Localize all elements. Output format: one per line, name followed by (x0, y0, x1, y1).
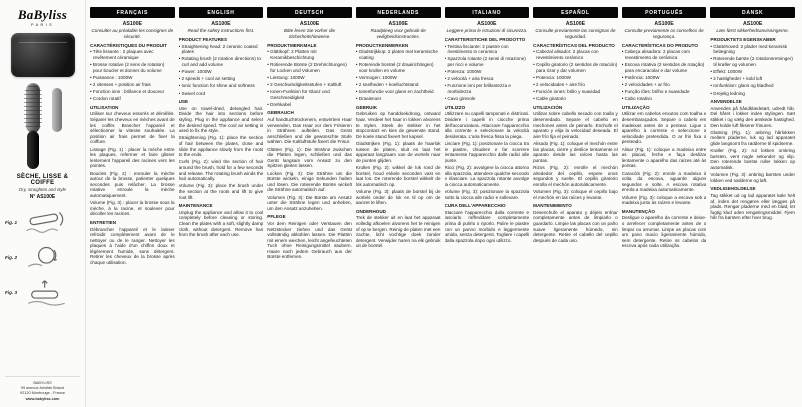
text-note: Leggere prima le istruzioni di sicurezza. (446, 28, 528, 34)
text-title: AS100E (565, 21, 586, 27)
language-header-deutsch: DEUTSCH (267, 7, 352, 18)
figure-1-label: Fig. 1 (5, 219, 17, 225)
footer-line: 92120 Montrouge - France (20, 390, 65, 395)
text-para: Volume (Fig. 3): place the brush under the section at the roots and lift to give root lift. (178, 183, 264, 200)
text-bullet: • 2 snelheden + koelluchtstand (355, 81, 419, 87)
text-para: Utilizzare su capelli tamponati e districati. Dividere i capelli in ciocche prima dell'acconciatura. Attaccare l'apparecchio alla corrente e selezionare la velocità desiderata. L'aria fresca fissa la piega. (444, 111, 530, 139)
text-para: Rizos (Fig. 2): enrolle el mechón alrededor del cepillo, espere unos segundos y suelte. El cepillo giratorio enrolla el mechón automáticamente. (533, 164, 618, 187)
text-bullet: • 2 velocidades + ar frio (621, 81, 670, 87)
text-bullet: • Cepillo giratorio (2 sentidos de rotación) para rizar y dar volumen (533, 61, 618, 73)
text-bullet: • Escova rotativa (2 sentidos de rotação) para encaracolar e dar volume (621, 61, 705, 73)
text-bullet: • Cabezal alisador: 2 placas con revestimiento cerámico (533, 49, 599, 60)
text-bullet: • Drehkabel (267, 101, 292, 107)
text-heading: MANTENIMIENTO (533, 203, 572, 209)
text-heading: ANVENDELSE (710, 99, 742, 105)
publisher-footer (5, 376, 80, 403)
text-bullet: • 2 velocità + aria fresca (444, 76, 494, 82)
text-para: Locken (Fig. 2): Die Strähne um die Bürste wickeln, einige Sekunden halten und lösen. Die rotierende Bürste wickelt die Strähne automatisch auf. (267, 170, 352, 193)
text-para: Caracóis (Fig. 2): enrole a madeixa à volta da escova, aguarde alguns segundos e solte. A escova rotativa enrola a madeixa automaticamente. (621, 170, 707, 193)
text-bullet: • Leistung: 1000W (267, 74, 305, 80)
text-title: AS100E (477, 21, 497, 27)
product-title: SÈCHE, LISSE & COIFFE (16, 174, 69, 186)
text-para: Curls (Fig. 2): wind the section of hair around the brush, hold for a few seconds and release. The rotating brush winds the hair automatically. (178, 159, 264, 182)
text-heading: CARATTERISTICHE DEL PRODOTTO (444, 36, 526, 42)
column-francais (90, 7, 175, 402)
text-para: Staccare l'apparecchio dalla corrente e lasciarlo raffreddare completamente prima di pulirlo o riporlo. Pulire le piastre con un panno morbido e leggermente umido, senza detergenti. Togliere i capelli dalla spazzola dopo ogni utilizzo. (444, 209, 530, 243)
text-para: Utilizar sobre cabello secado con toalla y desenredado. Separe el cabello en mechones antes de peinarlo. Enchufe el aparato y elija la velocidad deseada. El aire frío fija el peinado. (533, 111, 618, 139)
text-heading: GEBRAUCH (267, 110, 294, 116)
text-bullet: • Potencia: 1000W (533, 74, 571, 80)
text-heading: UTILIZZO (444, 104, 466, 110)
text-note: Læs først sikkerhedsanvisningerne. (716, 28, 789, 34)
figure-3 (5, 277, 80, 307)
text-bullet: • Cabeça alisadora: 2 placas com revestimento de cerâmica (621, 49, 691, 60)
column-espanol (533, 7, 618, 402)
text-title: AS100E (211, 21, 231, 27)
text-bullet: • Swivel cord (178, 90, 205, 96)
language-columns (86, 0, 802, 407)
column-body-english (179, 20, 264, 402)
text-heading: CARACTERÍSTICAS DEL PRODUCTO (533, 42, 615, 48)
text-note: Consulter au préalable les consignes de sécurité. (91, 28, 174, 39)
left-panel (0, 0, 86, 407)
text-bullet: • Ionic function for shine and softness (178, 83, 255, 89)
text-bullet: • Ionenfunctie voor glans en zachtheid (355, 89, 434, 95)
text-bullet: • Brosse rotative (2 sens de rotation) pour boucler et donner du volume (90, 61, 165, 73)
text-para: Lisciare (Fig. 1): posizionare la ciocca tra le piastre, chiudere e far scorrere lentamente l'apparecchio dalle radici alle punte. (444, 141, 530, 163)
text-para: Auf handtuchtrockenem, entwirrtem Haar verwenden. Das Haar vor dem Frisieren in Strähnen aufteilen. Das Gerät anschließen und die gewünschte Stufe wählen. Die Kaltluftstufe fixiert die Frisur. (267, 117, 352, 145)
text-para: Krøller (Fig. 2): rul lokken omkring børsten, vent nogle sekunder og slip. Den roterende børste ruller lokken op automatisk. (710, 148, 795, 170)
text-heading: UTILIZAÇÃO (621, 104, 650, 110)
straighten-illustration (23, 207, 75, 237)
text-heading: VEDLIGEHOLDELSE (710, 186, 756, 192)
curl-illustration (23, 242, 75, 272)
text-para: Desenchufe el aparato y déjelo enfriar completamente antes de limpiarlo o guardarlo. Limpie las placas con un paño suave ligeramente húmedo, sin detergente. Retire el cabello del cepillo después de cada uso. (533, 209, 618, 243)
column-portugues (622, 7, 707, 402)
text-bullet: • Funzione ioni per brillantezza e morbidezza (444, 83, 511, 95)
figure-1 (5, 207, 80, 237)
column-body-espanol (533, 20, 618, 402)
footer-line: 99 avenue Aristide Briand (20, 385, 65, 390)
column-body-francais (90, 20, 175, 402)
text-para: Anvendes på håndklædetørt, udredt hår. Del håret i lokker inden stylingen. Sæt stikket i og vælg den ønskede hastighed. Den kolde luft fikserer frisuren. (710, 105, 795, 128)
column-dansk (710, 7, 795, 402)
text-heading: CURA DELL'APPARECCHIO (444, 203, 506, 209)
text-bullet: • Potência: 1000W (621, 74, 660, 80)
text-para: Boucles (Fig. 2) : enrouler la mèche autour de la brosse, patienter quelques secondes puis relâcher. La brosse rotative enroule la mèche automatiquement. (90, 170, 175, 198)
brand-sub-label: PARIS (30, 23, 55, 27)
text-bullet: • 2 Geschwindigkeitsstufen + Kaltluft (267, 81, 342, 87)
text-para: Gebruiken op handdoekdroog, ontward haar. Verdeel het haar in lokken alvorens te stylen. Steek de stekker in het stopcontact en kies de gewenste stand. De koele stand fixeert het kapsel. (355, 111, 441, 139)
column-body-deutsch (267, 20, 352, 402)
text-bullet: • Ionfunktion: glans og blødhed (710, 83, 774, 89)
text-title: AS100E (388, 21, 408, 27)
text-note: Read the safety instructions first. (187, 28, 255, 34)
text-bullet: • Straightening head: 2 ceramic coated plates (178, 43, 258, 55)
column-italiano (445, 7, 530, 402)
column-deutsch (267, 7, 352, 402)
text-bullet: • 2 speeds + cool air setting (178, 76, 236, 82)
column-body-nederlands (356, 20, 441, 402)
text-bullet: • Cable giratorio (533, 96, 566, 102)
text-para: Volume (Fig. 3) : placer la brosse sous la mèche, à la racine, et soulever pour décoller les racines. (90, 200, 175, 217)
text-bullet: • Effekt: 1000W (710, 69, 743, 75)
text-heading: PFLEGE (267, 214, 286, 220)
text-bullet: • 2 vitesses + position air frais (90, 81, 151, 87)
text-heading: PRODUKTMERKMALE (267, 42, 317, 48)
figure-3-label: Fig. 3 (5, 289, 17, 295)
text-bullet: • Glättkopf: 2 Platten mit Keramikbeschichtung (267, 49, 317, 60)
text-bullet: • Drejelig ledning (710, 90, 745, 96)
text-heading: UTILIZACIÓN (533, 104, 563, 110)
text-bullet: • Cordon rotatif (90, 96, 121, 102)
text-para: Glatning (Fig. 1): anbring hårlokken mellem pladerne, luk og lad apparatet glide langsomt fra rødderne til spidserne. (710, 129, 795, 146)
text-para: Volume (Fig. 3): posizionare la spazzola sotto la ciocca alle radici e sollevare. (444, 188, 530, 200)
text-bullet: • Ionen-Funktion für Glanz und Geschmeidigkeit (267, 89, 330, 100)
text-bullet: • Gladstrijkkop: 2 platen met keramische coating (355, 49, 438, 60)
text-heading: UTILISATION (90, 104, 119, 110)
text-title: AS100E (654, 21, 674, 27)
styler-handle (27, 131, 39, 169)
language-header-francais: FRANÇAIS (90, 7, 175, 18)
column-body-italiano (445, 20, 530, 402)
figure-2-label: Fig. 2 (5, 254, 17, 260)
text-bullet: • Roterende borstel (2 draairichtingen) voor krullen en volume (355, 61, 434, 73)
text-title: AS100E (299, 21, 320, 27)
footer-address (5, 381, 80, 396)
text-bullet: • Puissance : 1000W (90, 74, 133, 80)
figure-2 (5, 242, 80, 272)
text-bullet: • 2 hastigheder + kold luft (710, 76, 763, 82)
text-bullet: • Tête lissante : 2 plaques avec revêtement céramique (90, 49, 154, 60)
text-bullet: • Glattehoved: 2 plader med keramisk belægning (710, 43, 788, 55)
text-para: Alisado (Fig. 1): coloque el mechón entre las placas, cierre y deslice lentamente el aparato desde las raíces hasta las puntas. (533, 141, 618, 163)
text-para: Lissage (Fig. 1) : placer la mèche entre les plaques, refermer et faire glisser lentement l'appareil des racines vers les pointes. (90, 146, 175, 169)
text-title: AS100E (122, 21, 142, 27)
language-header-italiano: ITALIANO (445, 7, 530, 18)
product-tagline: Dry, straighten and style (18, 187, 67, 192)
column-english (179, 7, 264, 402)
text-bullet: • Spazzola rotante (2 sensi di rotazione) per ricci e volume (444, 56, 526, 67)
text-para: Krullen (Fig. 2): wikkel de lok rond de borstel, houd enkele seconden vast en laat los. De roterende borstel wikkelt de lok automatisch op. (355, 164, 441, 187)
text-para: Gladstrijken (Fig. 1): plaats de haarlok tussen de platen, sluit en laat het apparaat langzaam van de wortels naar de punten glijden. (355, 141, 441, 163)
text-para: Use on towel-dried, detangled hair. Divide the hair into sections before styling. Plug in the appliance and select the desired speed. The cool air setting is used to fix the style. (178, 105, 264, 134)
text-para: Volume (Fig. 3): plaats de borstel bij de wortels onder de lok en til op om de aanzet te liften. (355, 188, 441, 206)
text-bullet: • Função iões: brilho e suavidade (621, 89, 690, 95)
text-bullet: • Fonction ions : brillance et douceur (90, 89, 165, 95)
text-bullet: • 2 velocidades + aire frío (533, 81, 585, 87)
text-heading: ONDERHOUD (355, 208, 386, 214)
text-heading: MAINTENANCE (178, 203, 213, 209)
volume-illustration (23, 277, 75, 307)
text-bullet: • Rotierende Bürste (2 Drehrichtungen) für Locken und Volumen (267, 61, 347, 73)
column-body-dansk (710, 20, 795, 402)
figures (5, 207, 80, 307)
text-bullet: • Rotating brush (2 rotation directions) to curl and add volume (178, 56, 261, 67)
footer-line: BABYLISS (33, 380, 52, 385)
text-para: Volumen (Fig. 3): anbring børsten under lokken ved rødderne og løft. (710, 172, 795, 183)
text-title: AS100E (743, 21, 763, 27)
text-heading: CARACTÉRISTIQUES DU PRODUIT (90, 42, 168, 48)
text-heading: CARACTERÍSTICAS DO PRODUTO (621, 42, 698, 48)
text-heading: PRODUCTKENMERKEN (355, 42, 409, 48)
text-para: Volumen (Fig. 3): coloque el cepillo bajo el mechón en las raíces y levante. (533, 188, 618, 200)
language-header-english: ENGLISH (179, 7, 264, 18)
text-para: Trek de stekker uit en laat het apparaat volledig afkoelen alvorens het te reinigen of op te bergen. Reinig de platen met een zachte, licht vochtige doek zonder detergent. Verwijder haren na elk gebruik uit de borstel. (355, 215, 441, 249)
text-heading: MANUTENÇÃO (621, 208, 655, 214)
text-para: Unplug the appliance and allow it to cool completely before cleaning or storing. Clean the plates with a soft, slightly damp cloth, without detergent. Remove hair from the brush after each use. (178, 209, 264, 238)
language-header-nederlands: NEDERLANDS (356, 7, 441, 18)
text-bullet: • Power: 1000W (178, 69, 212, 75)
text-heading: PRODUKTETS EGENSKABER (710, 36, 776, 42)
text-heading: PRODUCT FEATURES (178, 36, 228, 42)
language-header-espanol: ESPAÑOL (533, 7, 618, 18)
text-para: Vor dem Reinigen oder Verstauen den Netzstecker ziehen und das Gerät vollständig abkühlen lassen. Die Platten mit einem weichen, leicht angefeuchteten Tuch ohne Reinigungsmittel säubern. Haare nach jedem Gebrauch aus der Bürste entfernen. (267, 220, 352, 260)
language-header-dansk: DANSK (710, 7, 795, 18)
language-header-portugues: PORTUGUÊS (622, 7, 707, 18)
text-para: Desligue o aparelho da corrente e deixe-o arrefecer completamente antes de o limpar ou arrumar. Limpe as placas com um pano macio ligeiramente húmido, sem detergente. Retire os cabelos da escova após cada utilização. (621, 215, 707, 249)
column-nederlands (356, 7, 441, 402)
text-bullet: • Cavo girevole (444, 96, 476, 102)
text-heading: GEBRUIK (355, 104, 378, 110)
text-bullet: • Potenza: 1000W (444, 69, 482, 75)
text-para: Volumen (Fig. 3): Die Bürste am Ansatz unter die Strähne legen und anheben, um den Ansatz anzuheben. (267, 194, 352, 211)
text-para: Utiliser sur cheveux essorés et démêlés. Séparer les cheveux en mèches avant de les coiffer. Brancher l'appareil et sélectionner la vitesse souhaitée. La position air frais permet de fixer la coiffure. (90, 111, 175, 145)
text-bullet: • Cabo rotativo (621, 96, 652, 102)
text-note: Consulte previamente os conselhos de segurança. (624, 28, 704, 39)
text-heading: ENTRETIEN (90, 219, 117, 225)
column-body-portugues (622, 20, 707, 402)
text-para: Alisar (Fig. 1): coloque a madeixa entre as placas, feche e faça deslizar lentamente o aparelho das raízes até às pontas. (621, 146, 707, 169)
product-photo (12, 83, 74, 169)
text-note: Consulte previamente las consignas de seguridad. (535, 28, 616, 39)
text-note: Bitte lesen Sie vorher die Sicherheitshinweise. (284, 28, 336, 39)
model-number: N° AS100E (29, 194, 56, 200)
text-para: Glätten (Fig. 1): Die Strähne zwischen die Platten legen, schließen und das Gerät langsam vom Ansatz zu den Spitzen gleiten lassen. (267, 146, 352, 169)
text-bullet: • Vermogen: 1000W (355, 74, 397, 80)
text-para: Débrancher l'appareil et le laisser refroidir complètement avant de le nettoyer ou de le ranger. Nettoyer les plaques à l'aide d'un chiffon doux et légèrement humide, sans détergent. Retirer les cheveux de la brosse après chaque utilisation. (90, 226, 175, 266)
storage-pouch-photo (11, 33, 75, 77)
text-bullet: • Roterende børste (2 rotationsretninger) til krøller og volumen (710, 56, 793, 67)
website-url: www.babyliss.com (25, 396, 60, 401)
text-bullet: • Testina lisciante: 2 piastre con rivestimento in ceramica (444, 43, 509, 55)
brand-logo: BaByliss (17, 7, 68, 22)
text-para: Utilizar em cabelos enxutos com toalha e desembaraçados. Separe o cabelo em madeixas antes de o pentear. Ligue o aparelho à corrente e seleccione a velocidade pretendida. O ar frio fixa o penteado. (621, 111, 707, 145)
text-heading: USE (178, 99, 189, 105)
text-para: Tag stikket ud og lad apparatet køle helt af, inden det rengøres eller lægges på plads. Rengør pladerne med en blød, let fugtig klud uden rengøringsmiddel. Fjern hår fra børsten efter hver brug. (710, 192, 795, 221)
text-bullet: • Función iones: brillo y suavidad (533, 89, 601, 95)
text-bullet: • Draaisnoer (355, 96, 382, 102)
text-para: Straightening (Fig. 1): place the section of hair between the plates, close and slide the appliance slowly from the roots to the ends. (178, 135, 264, 158)
text-para: Volume (Fig. 3): coloque a escova sob a madeixa junto às raízes e levante. (621, 194, 707, 206)
styler-bristles (24, 85, 42, 131)
text-para: Ricci (Fig. 2): avvolgere la ciocca attorno alla spazzola, attendere qualche secondo e rilasciare. La spazzola rotante avvolge la ciocca automaticamente. (444, 164, 530, 187)
styler-attachment (52, 88, 62, 132)
text-note: Raadpleeg voor gebruik de veiligheidsinstructies. (370, 28, 426, 39)
